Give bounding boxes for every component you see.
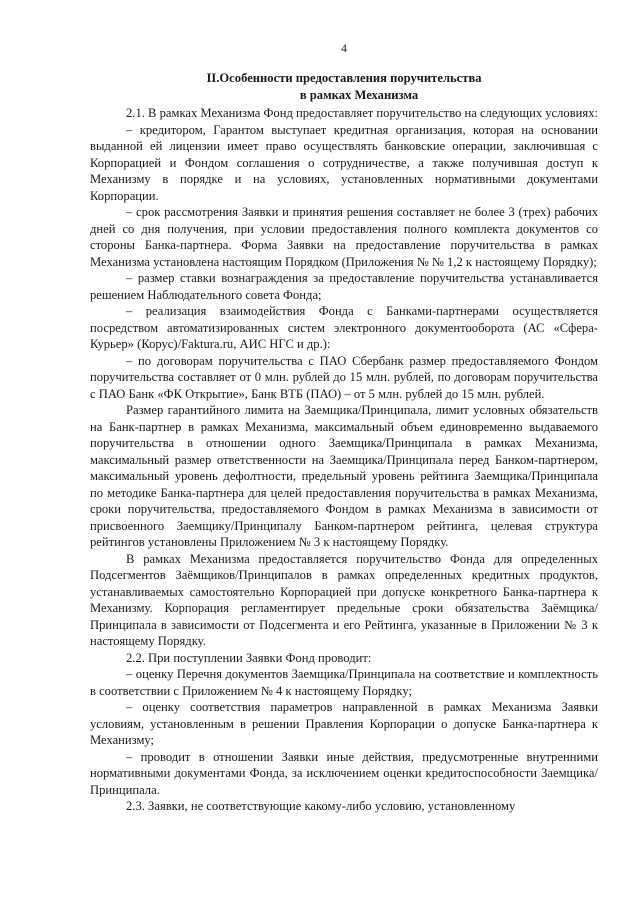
section-title-line-2: в рамках Механизма	[299, 87, 419, 102]
condition-edi-systems: – реализация взаимодействия Фонда с Банками-партнерами осуществляется посредством автоматизированных систем электронного документооборота (АС «Сфера-Курьер» (Корус)/Faktura.ru, АИС НГС и др.):	[90, 304, 598, 351]
document-body	[90, 105, 598, 815]
section-title	[90, 70, 598, 103]
clause-2-3-start: 2.3. Заявки, не соответствующие какому-либо условию, установленному	[126, 799, 516, 813]
subsegments-paragraph: В рамках Механизма предоставляется поручительство Фонда для определенных Подсегментов Заёмщиков/Принципалов в рамках определенных кредитных продуктов, устанавливаемых самостоятельно Корпорацией при допуске конкретного Банка-партнера к Механизму. Корпорация регламентирует предельные сроки обязательства Заёмщика/Принципала в зависимости от Подсегмента и его Рейтинга, указанные в Приложении № 3 к настоящему Порядку.	[90, 551, 598, 648]
condition-creditor-guarantor: – кредитором, Гарантом выступает кредитная организация, которая на основании выданной ей лицензии имеет право осуществлять банковские операции, заключившая с Корпорацией и Фондом соглашения о сотрудничестве, а также получившая доступ к Механизму в порядке и на условиях, установленных нормативными документами Корпорации.	[90, 122, 598, 203]
condition-fee-rate: – размер ставки вознаграждения за предоставление поручительства устанавливается решением Наблюдательного совета Фонда;	[90, 271, 598, 302]
other-actions: – проводит в отношении Заявки иные действия, предусмотренные внутренними нормативными документами Фонда, за исключением оценки кредитоспособности Заемщика/Принципала.	[90, 749, 598, 797]
guarantee-limit-paragraph: Размер гарантийного лимита на Заемщика/Принципала, лимит условных обязательств на Банк-партнер в рамках Механизма, максимальный объем единовременно выдаваемого поручительства в отношении одного Заемщика/Принципала в рамках Механизма, максимальный размер ответственности на Заемщика/Принципала перед Банком-партнером, максимальный уровень дефолтности, предельный уровень рейтинга Заемщика/Принципала по методике Банка-партнера для целей предоставления поручительства в рамках Механизма, сроки поручительства, предоставляемого Фондом в рамках Механизма в зависимости от присвоенного Заемщику/Принципалу Банком-партнером рейтинга, целевая структура рейтингов установлены Приложением № 3 к настоящему Порядку.	[90, 403, 598, 549]
clause-2-2-intro: 2.2. При поступлении Заявки Фонд проводит:	[126, 650, 372, 665]
condition-guarantee-amount: – по договорам поручительства с ПАО Сбербанк размер предоставляемого Фондом поручительства составляет от 0 млн. рублей до 15 млн. рублей, по договорам поручительства с ПАО Банк «ФК Открытие», Банк ВТБ (ПАО) – от 5 млн. рублей до 15 млн. рублей.	[90, 353, 598, 401]
page-number: 4	[341, 41, 347, 55]
check-documents-list: – оценку Перечня документов Заемщика/Принципала на соответствие и комплектность в соответствии с Приложением № 4 к настоящему Порядку;	[90, 667, 598, 698]
condition-review-term: – срок рассмотрения Заявки и принятия решения составляет не более 3 (трех) рабочих дней со дня получения, при условии предоставления полного комплекта документов со стороны Банка-партнера. Форма Заявки на предоставление поручительства в рамках Механизма установлена настоящим Порядком (Приложения № № 1,2 к настоящему Порядку);	[90, 205, 598, 269]
section-title-line-1: II.Особенности предоставления поручительства	[206, 71, 482, 85]
check-application-parameters: – оценку соответствия параметров направленной в рамках Механизма Заявки условиям, установленным в решении Правления Корпорации о допуске Банка-партнера к Механизму;	[90, 700, 598, 747]
clause-2-1-intro: 2.1. В рамках Механизма Фонд предоставляет поручительство на следующих условиях:	[126, 106, 599, 120]
